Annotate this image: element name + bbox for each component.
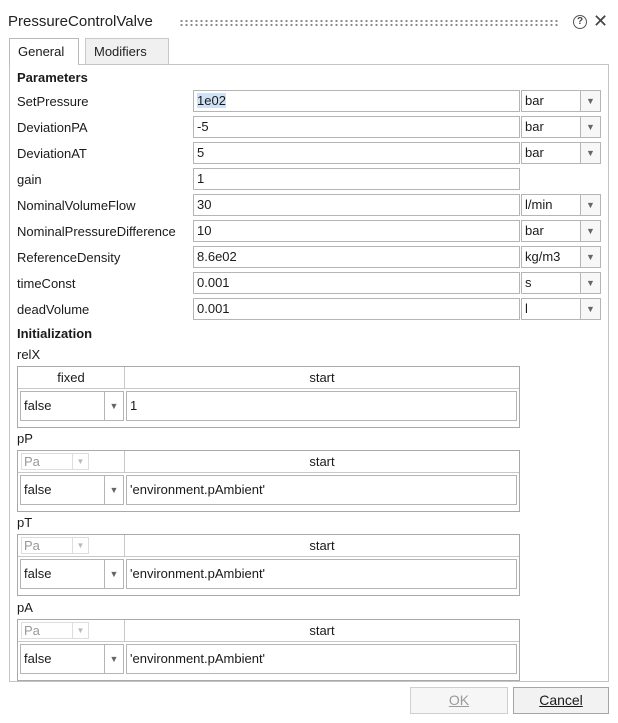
chevron-down-icon[interactable]: ▼ [581,272,601,294]
init-grid-relx [17,366,520,428]
param-field-deadvolume[interactable]: 0.001 [193,298,520,320]
start-field-pt[interactable]: 'environment.pAmbient' [126,559,517,589]
param-label-deadvolume: deadVolume [17,302,90,317]
chevron-down-icon[interactable]: ▼ [581,220,601,242]
initialization-heading: Initialization [17,326,93,341]
grid-header [18,620,519,642]
chevron-down-icon[interactable]: ▼ [581,194,601,216]
unit-select-disabled [18,620,125,641]
unit-select-nominalvolumeflow[interactable]: l/min [521,194,581,216]
tab-general[interactable]: General [9,38,79,65]
param-label-setpressure: SetPressure [17,94,89,109]
chevron-down-icon: ▼ [73,453,89,470]
param-value-setpressure: 1e02 [197,93,226,108]
param-field-nominalpressuredifference[interactable]: 10 [193,220,520,242]
unit-placeholder: Pa [21,622,73,639]
param-field-setpressure[interactable] [193,90,520,112]
help-icon[interactable]: ? [573,15,587,29]
param-label-timeconst: timeConst [17,276,76,291]
param-field-timeconst[interactable]: 0.001 [193,272,520,294]
init-label-relx: relX [17,347,41,362]
chevron-down-icon[interactable]: ▼ [105,475,124,505]
chevron-down-icon[interactable]: ▼ [581,298,601,320]
col-header-start: start [309,538,335,553]
param-label-referencedensity: ReferenceDensity [17,250,121,265]
init-label-pa: pA [17,600,33,615]
chevron-down-icon[interactable]: ▼ [105,391,124,421]
cancel-button[interactable] [513,687,609,714]
unit-placeholder: Pa [21,537,73,554]
param-label-gain: gain [17,172,42,187]
fixed-select-relx[interactable]: false [20,391,105,421]
param-field-nominalvolumeflow[interactable]: 30 [193,194,520,216]
tab-modifiers[interactable]: Modifiers [85,38,169,64]
chevron-down-icon[interactable]: ▼ [105,559,124,589]
init-label-pp: pP [17,431,33,446]
unit-select-deadvolume[interactable]: l [521,298,581,320]
unit-select-nominalpressuredifference[interactable]: bar [521,220,581,242]
ok-button[interactable] [410,687,508,714]
col-header-start: start [309,370,335,385]
grid-header [18,535,519,557]
param-label-nominalpressuredifference: NominalPressureDifference [17,224,176,239]
init-grid-pp [17,450,520,512]
fixed-select-pt[interactable]: false [20,559,105,589]
col-header-start: start [309,623,335,638]
param-field-gain[interactable]: 1 [193,168,520,190]
grid-row [18,642,519,680]
fixed-select-pa[interactable]: false [20,644,105,674]
param-field-referencedensity[interactable]: 8.6e02 [193,246,520,268]
param-label-deviationat: DeviationAT [17,146,87,161]
param-label-nominalvolumeflow: NominalVolumeFlow [17,198,136,213]
start-field-pp[interactable]: 'environment.pAmbient' [126,475,517,505]
grid-row [18,473,519,511]
cancel-button-label: Cancel [539,692,583,708]
start-field-relx[interactable]: 1 [126,391,517,421]
ok-button-label: OK [448,692,470,708]
chevron-down-icon: ▼ [73,537,89,554]
drag-grip[interactable] [179,19,559,27]
init-label-pt: pT [17,515,33,530]
close-icon[interactable]: ✕ [593,11,609,31]
param-label-deviationpa: DeviationPA [17,120,88,135]
col-header-fixed: fixed [18,367,125,388]
chevron-down-icon[interactable]: ▼ [105,644,124,674]
param-field-deviationpa[interactable]: -5 [193,116,520,138]
chevron-down-icon[interactable]: ▼ [581,116,601,138]
chevron-down-icon[interactable]: ▼ [581,90,601,112]
init-grid-pa [17,619,520,681]
parameters-heading: Parameters [17,70,88,85]
chevron-down-icon[interactable]: ▼ [581,142,601,164]
window-title: PressureControlValve [8,13,153,30]
unit-select-deviationpa[interactable]: bar [521,116,581,138]
grid-row [18,389,519,427]
chevron-down-icon[interactable]: ▼ [581,246,601,268]
fixed-select-pp[interactable]: false [20,475,105,505]
grid-row [18,557,519,595]
init-grid-pt [17,534,520,596]
unit-select-disabled [18,451,125,472]
start-field-pa[interactable]: 'environment.pAmbient' [126,644,517,674]
col-header-start: start [309,454,335,469]
grid-header [18,367,519,389]
unit-select-referencedensity[interactable]: kg/m3 [521,246,581,268]
grid-header [18,451,519,473]
param-field-deviationat[interactable]: 5 [193,142,520,164]
unit-select-setpressure[interactable]: bar [521,90,581,112]
unit-select-deviationat[interactable]: bar [521,142,581,164]
unit-placeholder: Pa [21,453,73,470]
unit-select-timeconst[interactable]: s [521,272,581,294]
chevron-down-icon: ▼ [73,622,89,639]
title-bar[interactable] [0,0,618,40]
unit-select-disabled [18,535,125,556]
